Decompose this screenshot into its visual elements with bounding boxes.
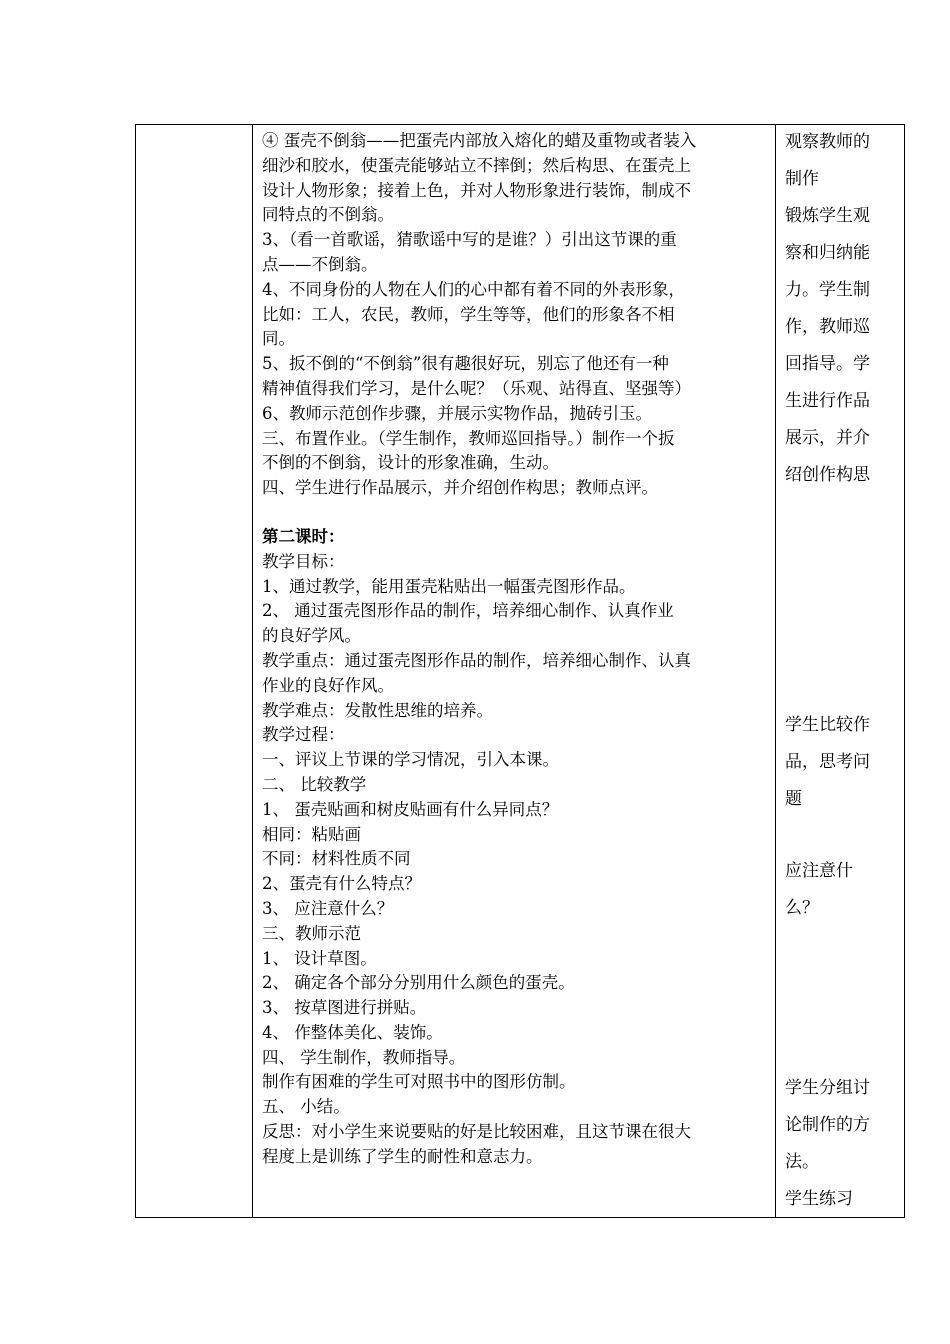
lesson-plan-table xyxy=(135,124,905,1218)
note-line: 察和归纳能 xyxy=(785,243,870,263)
content-line: 一、评议上节课的学习情况，引入本课。 xyxy=(262,750,559,770)
content-line: 4、不同身份的人物在人们的心中都有着不同的外表形象， xyxy=(262,279,685,299)
note-line: 观察教师的 xyxy=(785,132,870,152)
note-group xyxy=(785,1070,893,1218)
note-line: 绍创作构思 xyxy=(785,465,870,485)
student-activity-cell xyxy=(776,125,904,1217)
left-column-cell xyxy=(136,125,253,1217)
note-line: 学生练习 xyxy=(785,1189,853,1209)
content-line: 1、 设计草图。 xyxy=(262,948,377,968)
note-observe xyxy=(785,124,893,494)
note-attention xyxy=(785,853,893,927)
content-line: 程度上是训练了学生的耐性和意志力。 xyxy=(262,1146,543,1166)
note-line: 应注意什 xyxy=(785,861,853,881)
note-line: 法。 xyxy=(785,1152,819,1172)
note-line: 学生分组讨 xyxy=(785,1078,870,1098)
section2-title: 第二课时： xyxy=(262,526,345,546)
content-line: 的良好学风。 xyxy=(262,626,361,646)
content-line: 四、学生进行作品展示，并介绍创作构思；教师点评。 xyxy=(262,478,658,498)
content-line: 教学难点：发散性思维的培养。 xyxy=(262,700,493,720)
note-line: 么？ xyxy=(785,898,819,918)
content-line: 1、通过教学，能用蛋壳粘贴出一幅蛋壳图形作品。 xyxy=(262,576,636,596)
content-line: 比如：工人，农民，教师，学生等等，他们的形象各不相 xyxy=(262,304,675,324)
content-line: 同特点的不倒翁。 xyxy=(262,205,394,225)
content-line: 6、教师示范创作步骤，并展示实物作品，抛砖引玉。 xyxy=(262,403,652,423)
content-line: 2、蛋壳有什么特点？ xyxy=(262,874,421,894)
content-line: 二、 比较教学 xyxy=(262,774,367,794)
teaching-content-cell xyxy=(253,125,776,1217)
note-compare xyxy=(785,707,893,818)
note-line: 题 xyxy=(785,789,802,809)
content-line: 2、 确定各个部分分别用什么颜色的蛋壳。 xyxy=(262,973,575,993)
content-line: 五、 小结。 xyxy=(262,1097,350,1117)
content-line: ④ 蛋壳不倒翁——把蛋壳内部放入熔化的蜡及重物或者装入 xyxy=(262,131,697,150)
note-line: 力。学生制 xyxy=(785,280,870,300)
content-line: 制作有困难的学生可对照书中的图形仿制。 xyxy=(262,1072,576,1092)
content-line: 同。 xyxy=(262,329,295,349)
content-line: 教学过程： xyxy=(262,725,345,745)
content-line: 设计人物形象；接着上色，并对人物形象进行装饰，制成不 xyxy=(262,180,691,200)
content-line: 相同：粘贴画 xyxy=(262,824,361,844)
content-line: 5、扳不倒的“不倒翁”很有趣很好玩，别忘了他还有一种 xyxy=(262,354,669,374)
content-line: 三、教师示范 xyxy=(262,923,361,943)
content-line: 3、 应注意什么？ xyxy=(262,898,394,918)
content-line: 教学目标： xyxy=(262,551,345,571)
content-line: 点——不倒翁。 xyxy=(262,254,378,274)
content-line: 2、 通过蛋壳图形作品的制作，培养细心制作、认真作业 xyxy=(262,601,674,621)
content-line: 3、（看一首歌谣，猜歌谣中写的是谁？）引出这节课的重 xyxy=(262,230,677,250)
content-line: 不倒的不倒翁，设计的形象准确，生动。 xyxy=(262,453,559,473)
content-line: 不同：材料性质不同 xyxy=(262,849,411,869)
content-line: 细沙和胶水，使蛋壳能够站立不摔倒；然后构思、在蛋壳上 xyxy=(262,155,691,175)
content-line: 精神值得我们学习，是什么呢？（乐观、站得直、坚强等） xyxy=(262,378,691,398)
content-line: 三、布置作业。（学生制作，教师巡回指导。）制作一个扳 xyxy=(262,428,675,448)
teaching-content-text xyxy=(262,129,767,1170)
note-line: 锻炼学生观 xyxy=(785,206,870,226)
note-line: 论制作的方 xyxy=(785,1115,870,1135)
content-line: 3、 按草图进行拼贴。 xyxy=(262,998,427,1018)
content-line: 四、 学生制作，教师指导。 xyxy=(262,1047,466,1067)
note-line: 生进行作品 xyxy=(785,391,870,411)
note-line: 回指导。学 xyxy=(785,354,870,374)
note-line: 制作 xyxy=(785,169,819,189)
content-line: 作业的良好作风。 xyxy=(262,675,394,695)
content-line: 反思：对小学生来说要贴的好是比较困难，且这节课在很大 xyxy=(262,1122,691,1142)
note-line: 学生比较作 xyxy=(785,715,870,735)
content-line: 1、 蛋壳贴画和树皮贴画有什么异同点？ xyxy=(262,799,559,819)
content-line: 4、 作整体美化、装饰。 xyxy=(262,1022,443,1042)
note-line: 作，教师巡 xyxy=(785,317,870,337)
content-line: 教学重点：通过蛋壳图形作品的制作，培养细心制作、认真 xyxy=(262,650,691,670)
note-line: 展示，并介 xyxy=(785,428,870,448)
blank-line xyxy=(262,501,767,525)
note-line: 品，思考问 xyxy=(785,752,870,772)
